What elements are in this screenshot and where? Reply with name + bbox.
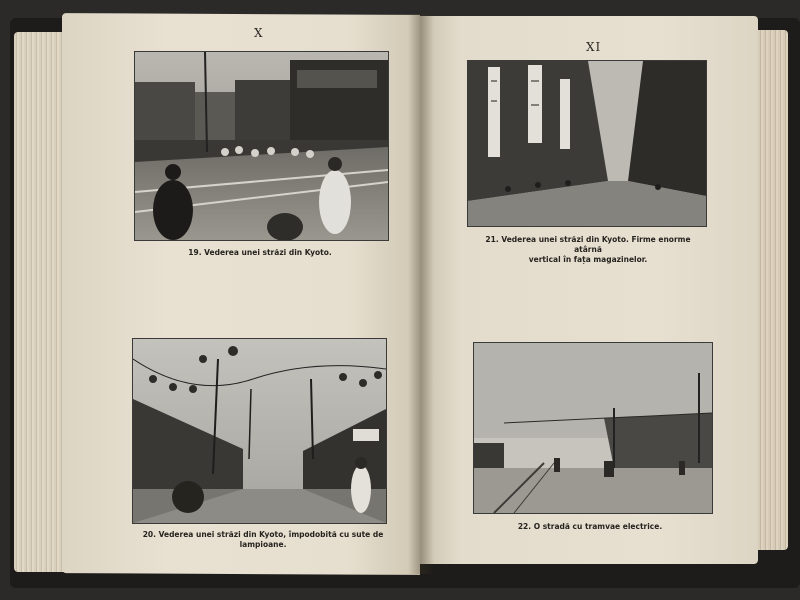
photo-kyoto-street-19	[134, 51, 389, 241]
photo-kyoto-street-signs-21	[467, 60, 707, 227]
caption-fig20: 20. Vederea unei străzi din Kyoto, împodobită cu sute de lampioane.	[142, 530, 384, 550]
caption-fig19: 19. Vederea unei străzi din Kyoto.	[188, 248, 332, 257]
caption-fig21-line2: vertical în fața magazinelor.	[528, 255, 648, 265]
book-gutter	[408, 14, 434, 574]
right-page-number: XI	[586, 40, 602, 54]
caption-fig22: 22. O stradă cu tramvae electrice.	[517, 522, 663, 531]
left-page-number: X	[254, 26, 264, 40]
photo-kyoto-street-lanterns-20	[132, 338, 387, 524]
caption-fig21-line1: 21. Vederea unei străzi din Kyoto. Firme enorme atârnă	[485, 235, 691, 255]
caption-fig21	[472, 235, 704, 265]
photo-street-tramway-22	[473, 342, 713, 514]
